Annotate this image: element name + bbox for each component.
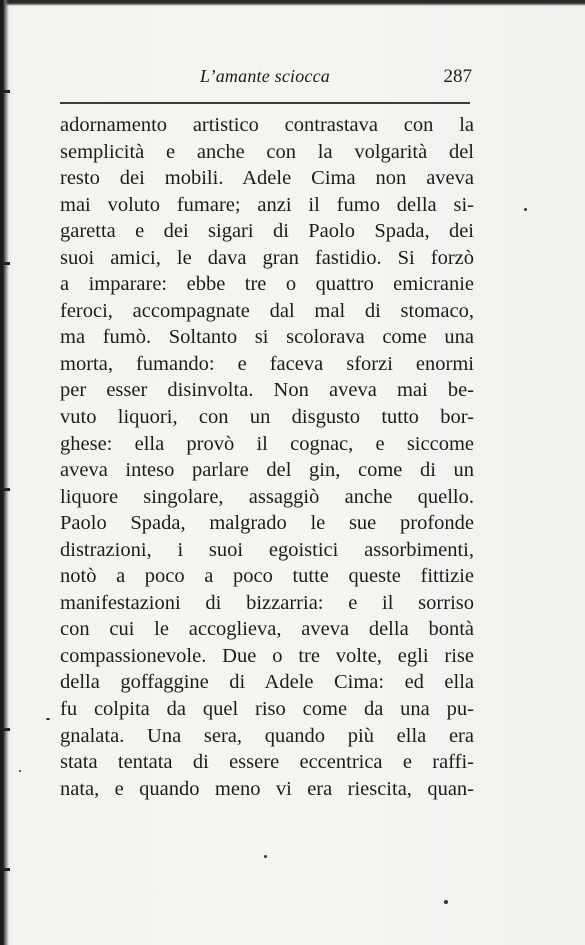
text-line: per esser disinvolta. Non aveva mai be- bbox=[60, 379, 474, 402]
text-line: ghese: ella provò il cognac, e siccome bbox=[60, 432, 474, 455]
text-line: morta, fumando: e faceva sforzi enormi bbox=[60, 352, 474, 375]
text-line: fu colpita da quel riso come da una pu- bbox=[60, 698, 474, 721]
scan-top-edge bbox=[0, 0, 585, 6]
text-line: stata tentata di essere eccentrica e raffi- bbox=[60, 751, 474, 774]
header-rule bbox=[60, 102, 470, 104]
text-line: compassionevole. Due o tre volte, egli rise bbox=[60, 644, 474, 667]
body-text bbox=[60, 112, 474, 802]
binding-mark bbox=[2, 262, 10, 265]
binding-shadow bbox=[0, 0, 9, 945]
binding-mark bbox=[2, 868, 10, 871]
paper-speck bbox=[19, 770, 21, 772]
text-line: Paolo Spada, malgrado le sue profonde bbox=[60, 512, 474, 535]
text-line: feroci, accompagnate dal mal di stomaco, bbox=[60, 299, 474, 322]
page-number: 287 bbox=[443, 66, 472, 87]
text-line: garetta e dei sigari di Paolo Spada, dei bbox=[60, 220, 474, 243]
paper-speck bbox=[444, 900, 448, 904]
text-line: con cui le accoglieva, aveva della bontà bbox=[60, 618, 474, 641]
text-line: manifestazioni di bizzarria: e il sorriso bbox=[60, 591, 474, 614]
text-line: vuto liquori, con un disgusto tutto bor- bbox=[60, 406, 474, 429]
paper-speck bbox=[524, 208, 527, 211]
binding-mark bbox=[2, 90, 10, 93]
text-line: liquore singolare, assaggiò anche quello. bbox=[60, 485, 474, 508]
paper-speck bbox=[46, 718, 50, 720]
text-line: semplicità e anche con la volgarità del bbox=[60, 140, 474, 163]
text-line: notò a poco a poco tutte queste fittizie bbox=[60, 565, 474, 588]
text-line: adornamento artistico contrastava con la bbox=[60, 114, 474, 136]
text-line: distrazioni, i suoi egoistici assorbimenti, bbox=[60, 538, 474, 561]
text-line: resto dei mobili. Adele Cima non aveva bbox=[60, 167, 474, 190]
paper-speck bbox=[264, 855, 267, 858]
running-title: L’amante sciocca bbox=[200, 66, 330, 86]
text-line: mai voluto fumare; anzi il fumo della si- bbox=[60, 193, 474, 216]
text-line: della goffaggine di Adele Cima: ed ella bbox=[60, 671, 474, 694]
text-line: suoi amici, le dava gran fastidio. Si forzò bbox=[60, 246, 474, 269]
text-line: ma fumò. Soltanto si scolorava come una bbox=[60, 326, 474, 349]
text-line: nata, e quando meno vi era riescita, quan- bbox=[60, 777, 474, 800]
text-line: gnalata. Una sera, quando più ella era bbox=[60, 724, 474, 747]
text-line: aveva inteso parlare del gin, come di un bbox=[60, 459, 474, 482]
binding-mark bbox=[2, 728, 10, 731]
binding-mark bbox=[2, 488, 10, 491]
running-header bbox=[60, 62, 474, 92]
text-line: a imparare: ebbe tre o quattro emicranie bbox=[60, 273, 474, 296]
